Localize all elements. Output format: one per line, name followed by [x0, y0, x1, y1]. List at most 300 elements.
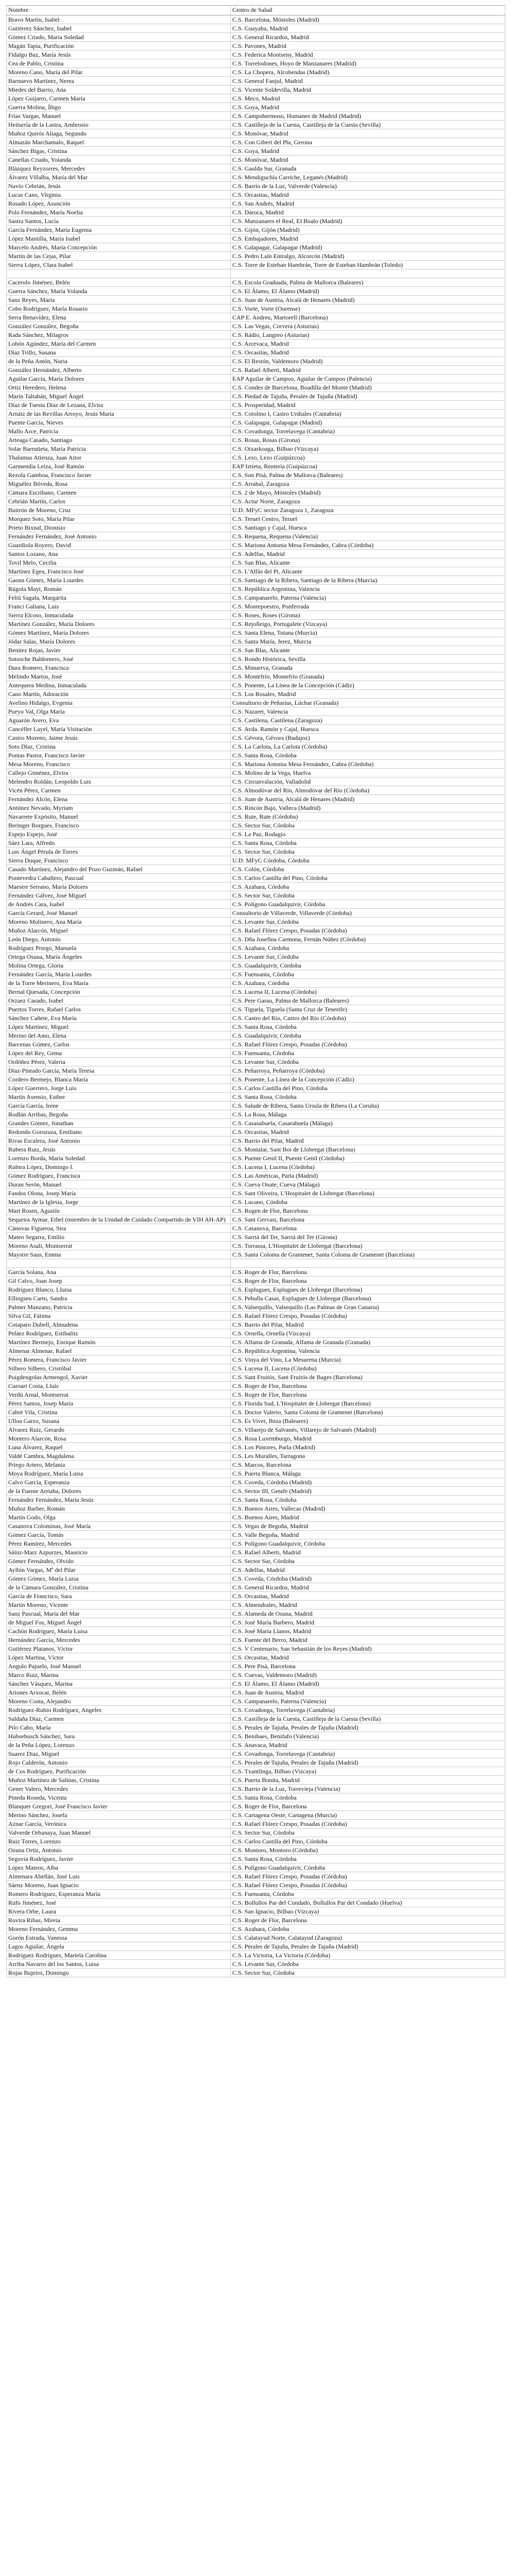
- cell-health-center: C.S. Circunvalación, Valladolid: [231, 777, 505, 786]
- cell-health-center: C.S. Rogen de Flor, Barcelona: [231, 1207, 505, 1215]
- table-row: [7, 1058, 505, 1066]
- table-row: [7, 1303, 505, 1312]
- table-row: [7, 1793, 505, 1802]
- cell-health-center: C.S. Goya, Madrid: [231, 103, 505, 112]
- cell-name: Blázquez Reyzorres, Mercedes: [7, 164, 231, 173]
- cell-name: Gaona Gómez, María Lourdes: [7, 576, 231, 585]
- cell-health-center: C.S. Ponente, La Línea de la Concepción (Cádiz): [231, 681, 505, 690]
- cell-name: Serra Benavídez, Elena: [7, 313, 231, 322]
- table-row: [7, 1049, 505, 1058]
- table-row: [7, 1461, 505, 1469]
- cell-name: Cano Martín, Adoración: [7, 690, 231, 699]
- cell-name: Franci Galiana, Luis: [7, 602, 231, 611]
- cell-name: Marco Ruiz, Marina: [7, 1671, 231, 1680]
- cell-name: López Mateos, Alba: [7, 1863, 231, 1872]
- table-row: [7, 462, 505, 471]
- cell-health-center: C.S. Santa Elena, Totana (Murcia): [231, 629, 505, 637]
- cell-health-center: C.S. Fuente del Berro, Madrid: [231, 1636, 505, 1645]
- cell-name: Martínez Bermejo, Enrique Ramón: [7, 1338, 231, 1347]
- table-row: [7, 856, 505, 865]
- cell-health-center: C.S. Casanova, Barcelona: [231, 1224, 505, 1233]
- table-row: [7, 1504, 505, 1513]
- cell-health-center: C.S. Rafael Alberti, Madrid: [231, 1548, 505, 1557]
- cell-health-center: C.S. Florida Sud, L'Hospitalet de Llobregat (Barcelona): [231, 1399, 505, 1408]
- table-row: [7, 1618, 505, 1627]
- cell-health-center: C.S. Guadalquivir, Córdoba: [231, 961, 505, 970]
- cell-health-center: C.S. Rafael Flórez Crespo, Posadas (Córdoba): [231, 1872, 505, 1881]
- table-row: [7, 1925, 505, 1934]
- table-row: [7, 331, 505, 340]
- table-row: [7, 392, 505, 401]
- cell-name: Dura Romero, Francisca: [7, 664, 231, 672]
- cell-health-center: C.S. Avda. Ramón y Cajal, Huesca: [231, 725, 505, 734]
- cell-health-center: U.D. MFyC Córdoba, Córdoba: [231, 856, 505, 865]
- cell-health-center: C.S. Campohermoso, Humanes de Madrid (Madrid): [231, 112, 505, 121]
- table-row: [7, 1609, 505, 1618]
- cell-health-center: C.S. Perales de Tajuña, Perales de Tajuña (Madrid): [231, 1942, 505, 1951]
- cell-name: Casanova Colominas, José María: [7, 1522, 231, 1531]
- cell-name: Gener Valero, Mercedes: [7, 1785, 231, 1793]
- cell-name: Pilo Cabo, María: [7, 1723, 231, 1732]
- cell-health-center: C.S. Lucena I, Lucena (Córdoba): [231, 1163, 505, 1172]
- cell-name: Sanz Pascual, María del Mar: [7, 1609, 231, 1618]
- cell-name: Muñoz Quirós Aliaga, Segundo: [7, 129, 231, 138]
- cell-name: Callejo Giménez, Elvira: [7, 769, 231, 777]
- table-row: [7, 1154, 505, 1163]
- cell-health-center: C.S. Vinya del Vino, La Mesurena (Murcia): [231, 1355, 505, 1364]
- cell-name: Montero Alarcón, Rosa: [7, 1434, 231, 1443]
- cell-name: Rovira Ribas, Mireia: [7, 1916, 231, 1925]
- table-row: [7, 970, 505, 979]
- cell-name: Rúgola Mayt, Román: [7, 585, 231, 594]
- table-row: [7, 1478, 505, 1487]
- cell-name: Cámara Escribano, Carmen: [7, 488, 231, 497]
- cell-health-center: C.S. L'Alfàs del Pi, Alicante: [231, 567, 505, 576]
- cell-name: Fernández Gálvez, José Miguel: [7, 891, 231, 900]
- table-row: [7, 1645, 505, 1653]
- cell-name: García de Francisco, Sara: [7, 1592, 231, 1601]
- cell-name: Moya Rodríguez, María Luisa: [7, 1469, 231, 1478]
- cell-name: Hernández García, Mercedes: [7, 1636, 231, 1645]
- cell-health-center: C.S. Fuensanta, Córdoba: [231, 1890, 505, 1899]
- cell-name: Cachón Rodríguez, María Luisa: [7, 1627, 231, 1636]
- table-row: [7, 1347, 505, 1355]
- cell-health-center: C.S. Sector Sur, Córdoba: [231, 1828, 505, 1837]
- cell-health-center: C.S. 2 de Mayo, Móstoles (Madrid): [231, 488, 505, 497]
- table-row: [7, 620, 505, 629]
- table-row: [7, 1566, 505, 1574]
- cell-health-center: C.S. Sector Sur, Córdoba: [231, 1969, 505, 1977]
- cell-name: Sastra Santos, Lucía: [7, 217, 231, 226]
- cell-name: Segovia Rodríguez, Javier: [7, 1855, 231, 1863]
- cell-health-center: C.S. Alfama de Granada, Alfama de Granada (Granada): [231, 1338, 505, 1347]
- cell-name: Barcenas Gómez, Carlos: [7, 1040, 231, 1049]
- cell-health-center: C.S. Levante Sur, Córdoba: [231, 953, 505, 961]
- table-row: [7, 173, 505, 182]
- cell-name: Álvarez Villalba, María del Mar: [7, 173, 231, 182]
- cell-name: Ozuna Ortiz, Antonio: [7, 1846, 231, 1855]
- cell-health-center: C.S. Cuevas, Valdemoro (Madrid): [231, 1671, 505, 1680]
- cell-name: Pontevedra Caballero, Pascual: [7, 874, 231, 883]
- cell-health-center: C.S. Sant Oliveira, L'Hospitalet de Llobregat (Barcelona): [231, 1189, 505, 1198]
- cell-name: Gómez Martínez, María Dolores: [7, 629, 231, 637]
- table-row: [7, 1119, 505, 1128]
- cell-name: Cabré Vila, Cristina: [7, 1408, 231, 1417]
- table-row: [7, 1846, 505, 1855]
- table-row: [7, 1522, 505, 1531]
- cell-name: López Guerrero, Jorge Luis: [7, 1084, 231, 1093]
- table-row: [7, 1417, 505, 1426]
- table-row: [7, 1364, 505, 1373]
- cell-health-center: C.S. Montoro, Montoro (Córdoba): [231, 1846, 505, 1855]
- cell-name: Lucas Cano, Virginia: [7, 191, 231, 199]
- cell-name: Prieto Bixnal, Dionisio: [7, 523, 231, 532]
- table-row: [7, 996, 505, 1005]
- cell-name: Priego Artero, Melania: [7, 1461, 231, 1469]
- table-row: [7, 217, 505, 226]
- table-row: [7, 602, 505, 611]
- cell-health-center: C.S. Rincón Bajo, Valleca (Madrid): [231, 804, 505, 812]
- cell-name: Pérez Romera, Francisco Javier: [7, 1355, 231, 1364]
- cell-health-center: C.S. Santa Rosa, Córdoba: [231, 1793, 505, 1802]
- table-row: [7, 1101, 505, 1110]
- table-row: [7, 24, 505, 33]
- cell-name: Rivas Escalera, José Antonio: [7, 1137, 231, 1145]
- table-row: [7, 1434, 505, 1443]
- cell-health-center: C.S. La Carlota, La Carlota (Córdoba): [231, 742, 505, 751]
- cell-health-center: C.S. Barcelona, Móstoles (Madrid): [231, 15, 505, 24]
- table-row: [7, 891, 505, 900]
- cell-health-center: C.S. Roger de Flor, Barcelona: [231, 1802, 505, 1811]
- cell-name: Ayllón Vargas, Mª del Pilar: [7, 1566, 231, 1574]
- cell-name: Sáez Lara, Alfredo: [7, 839, 231, 848]
- table-row: [7, 1907, 505, 1916]
- cell-name: Calvo García, Esperanza: [7, 1478, 231, 1487]
- table-row: [7, 1399, 505, 1408]
- cell-health-center: C.S. Piedad de Tajuña, Perales de Tajuña (Madrid): [231, 392, 505, 401]
- table-row: [7, 199, 505, 208]
- table-row: [7, 357, 505, 366]
- table-row: [7, 716, 505, 725]
- cell-health-center: C.S. Levante Sur, Córdoba: [231, 1058, 505, 1066]
- cell-name: Maystre Saus, Emma: [7, 1250, 231, 1259]
- cell-name: Pérez Ramírez, Mercedes: [7, 1539, 231, 1548]
- table-row: [7, 1294, 505, 1303]
- cell-health-center: C.S. Lucena II, Lucena (Córdoba): [231, 988, 505, 996]
- cell-name: Melendro Roldán, Leopoldo Luis: [7, 777, 231, 786]
- cell-health-center: C.S. Torrassa, L'Hospitalet de Llobregat (Barcelona): [231, 1242, 505, 1250]
- table-row: [7, 786, 505, 795]
- cell-name: Cobo Rodríguez, María Rosario: [7, 304, 231, 313]
- cell-health-center: Consultorio de Villaverde, Villaverde (Córdoba): [231, 909, 505, 918]
- cell-health-center: C.S. Castro del Río, Castro del Río (Córdoba): [231, 1014, 505, 1023]
- cell-name: Almazán Marchamalo, Raquel: [7, 138, 231, 147]
- cell-name: Rojas Bujeiro, Domingo: [7, 1969, 231, 1977]
- table-row: [7, 1960, 505, 1969]
- cell-name: López Mantilla, María Isabel: [7, 234, 231, 243]
- cell-health-center: C.S. Pere Pisà, Barcelona: [231, 1662, 505, 1671]
- cell-name: Feliú Sagala, Margarita: [7, 594, 231, 602]
- cell-name: Almenar Almenar, Rafael: [7, 1347, 231, 1355]
- table-row: [7, 1408, 505, 1417]
- cell-health-center: C.S. Txantlinga, Bilbao (Vizcaya): [231, 1767, 505, 1776]
- cell-name: [7, 1259, 231, 1268]
- table-row: [7, 1373, 505, 1382]
- cell-health-center: C.S. Sector III, Getafe (Madrid): [231, 1487, 505, 1496]
- cell-name: Gómez García, Tomás: [7, 1531, 231, 1539]
- table-row: [7, 1601, 505, 1609]
- cell-health-center: C.S. Otxarkoaga, Bilbao (Vizcaya): [231, 445, 505, 453]
- table-row: [7, 1863, 505, 1872]
- table-row: [7, 1750, 505, 1758]
- cell-name: Ariones Arxocar, Belén: [7, 1688, 231, 1697]
- table-row: [7, 567, 505, 576]
- cell-name: Vicén Pérez, Carmen: [7, 786, 231, 795]
- cell-health-center: C.S. Colón, Córdoba: [231, 865, 505, 874]
- cell-name: García García, Irene: [7, 1101, 231, 1110]
- cell-name: Cea de Pablo, Cristina: [7, 59, 231, 68]
- cell-name: Muñoz Martínez de Salinas, Cristina: [7, 1776, 231, 1785]
- table-row: [7, 1636, 505, 1645]
- table-row: [7, 576, 505, 585]
- cell-health-center: C.S. Rafael Alberti, Madrid: [231, 366, 505, 375]
- cell-name: Silva Gil, Fátima: [7, 1312, 231, 1320]
- cell-health-center: C.S. Rejolleigo, Portugalete (Vizcaya): [231, 620, 505, 629]
- cell-health-center: C.S. San Andrés, Madrid: [231, 199, 505, 208]
- cell-health-center: C.S. Les Muralles, Tarragona: [231, 1452, 505, 1461]
- cell-name: Martín Moreno, Vicente: [7, 1601, 231, 1609]
- table-row: [7, 340, 505, 348]
- table-row: [7, 1329, 505, 1338]
- cell-health-center: C.S. Roger de Flor, Barcelona: [231, 1916, 505, 1925]
- cell-health-center: C.S. Condes de Barcelona, Boadilla del Monte (Madrid): [231, 383, 505, 392]
- cell-health-center: C.S. San Ignacio, Bilbao (Vizcaya): [231, 1907, 505, 1916]
- table-row: [7, 734, 505, 742]
- table-row: [7, 1207, 505, 1215]
- table-row: [7, 1531, 505, 1539]
- cell-name: Gómez Criado, María Soledad: [7, 33, 231, 42]
- table-row: [7, 1653, 505, 1662]
- cell-health-center: C.S. Dña Josefina Carmona, Fernán Núñez (Córdoba): [231, 935, 505, 944]
- cell-name: Verdú Arnal, Montserrat: [7, 1391, 231, 1399]
- table-row: [7, 1320, 505, 1329]
- cell-name: Espejo Espejo, José: [7, 830, 231, 839]
- table-row: [7, 961, 505, 970]
- cell-name: Ortega Osuna, María Ángeles: [7, 953, 231, 961]
- cell-health-center: C.S. Almendrales, Madrid: [231, 1601, 505, 1609]
- table-row: [7, 50, 505, 59]
- cell-health-center: C.S. Polígono Guadalquivir, Córdoba: [231, 1539, 505, 1548]
- cell-name: Romero Rodríguez, Esperanza María: [7, 1890, 231, 1899]
- table-row: [7, 550, 505, 558]
- cell-name: Fernández Fernández, José Antonio: [7, 532, 231, 541]
- cell-health-center: C.S. Marcos, Barcelona: [231, 1461, 505, 1469]
- cell-name: Aznar García, Verónica: [7, 1820, 231, 1828]
- table-row: [7, 453, 505, 462]
- cell-name: Rada Sánchez, Milagros: [7, 331, 231, 340]
- cell-health-center: C.S. Rafael Flórez Crespo, Posadas (Córdoba): [231, 1312, 505, 1320]
- cell-health-center: C.S. Villarejo de Salvanés, Villarejo de Salvanés (Madrid): [231, 1426, 505, 1434]
- table-row: [7, 918, 505, 926]
- cell-name: García Fernández, María Eugenia: [7, 226, 231, 234]
- table-row: [7, 287, 505, 296]
- cell-health-center: C.S. El Álamo, El Álamo (Madrid): [231, 287, 505, 296]
- cell-name: Guerra Molina, Íñigo: [7, 103, 231, 112]
- table-row: [7, 1084, 505, 1093]
- table-row: [7, 1688, 505, 1697]
- cell-health-center: C.S. Juan de Austria, Alcalá de Henares (Madrid): [231, 795, 505, 804]
- table-row: [7, 1426, 505, 1434]
- cell-health-center: C.S. Montefrío, Montefrío (Granada): [231, 672, 505, 681]
- cell-health-center: C.S. Mariona Antonia Mesa Fernández, Cabra (Córdoba): [231, 760, 505, 769]
- cell-name: Marcelo Andrés, María Concepción: [7, 243, 231, 252]
- table-row: [7, 935, 505, 944]
- table-row: [7, 1259, 505, 1268]
- cell-health-center: C.S. Orcasitas, Madrid: [231, 348, 505, 357]
- cell-name: Valverde Orbanaya, Juan Manuel: [7, 1828, 231, 1837]
- cell-name: de Andrés Cara, Isabel: [7, 900, 231, 909]
- cell-name: Gómez Rodríguez, Francisca: [7, 1172, 231, 1180]
- table-row: [7, 156, 505, 164]
- cell-name: Avelino Hidalgo, Evgenia: [7, 699, 231, 707]
- cell-health-center: C.S. Cotolino I, Castro Urdiales (Cantabria): [231, 410, 505, 418]
- table-row: [7, 234, 505, 243]
- table-row: [7, 296, 505, 304]
- cell-name: Cordero Bermejo, Blanca María: [7, 1075, 231, 1084]
- cell-name: Fandos Olona, Josep María: [7, 1189, 231, 1198]
- table-row: [7, 1680, 505, 1688]
- cell-health-center: C.S. Mariona Antonia Mesa Fernández, Cabra (Córdoba): [231, 541, 505, 550]
- cell-name: Canellas Criado, Yolanda: [7, 156, 231, 164]
- cell-health-center: C.S. Benibaes, Benifafo (Valencia): [231, 1732, 505, 1741]
- table-row: [7, 410, 505, 418]
- cell-name: Martínez González, María Dolores: [7, 620, 231, 629]
- cell-health-center: C.S. Azahara, Córdoba: [231, 944, 505, 953]
- table-row: [7, 742, 505, 751]
- cell-name: Cuesart Costa, Lluís: [7, 1382, 231, 1391]
- cell-name: Sierra Elcoso, Inmaculada: [7, 611, 231, 620]
- table-row: [7, 699, 505, 707]
- cell-health-center: C.S. Actur Norte, Zaragoza: [231, 497, 505, 506]
- table-row: [7, 366, 505, 375]
- cell-name: Molina Ortega, Gloria: [7, 961, 231, 970]
- table-row: [7, 103, 505, 112]
- cell-name: Puigdengolas Armengol, Xavier: [7, 1373, 231, 1382]
- column-header-health-center: Centro de Salud: [231, 6, 505, 15]
- cell-health-center: C.S. Goya, Madrid: [231, 147, 505, 156]
- cell-health-center: C.S. Castilena, Castilena (Zaragoza): [231, 716, 505, 725]
- table-row: [7, 1382, 505, 1391]
- table-row: [7, 944, 505, 953]
- table-row: [7, 1452, 505, 1461]
- table-row: [7, 541, 505, 550]
- cell-health-center: C.S. Gévora, Gévora (Badajoz): [231, 734, 505, 742]
- table-row: [7, 1180, 505, 1189]
- table-row: [7, 1951, 505, 1960]
- cell-name: Garmendia Leiza, José Ramón: [7, 462, 231, 471]
- cell-health-center: C.S. Fuensanta, Córdoba: [231, 970, 505, 979]
- cell-name: Martín Godo, Olga: [7, 1513, 231, 1522]
- cell-name: Moreno Molinero, Ana María: [7, 918, 231, 926]
- cell-health-center: C.S. Cueva Onate, Cueva (Málaga): [231, 1180, 505, 1189]
- cell-name: Bravo Martín, Isabel: [7, 15, 231, 24]
- cell-name: López Guijarro, Carmen María: [7, 94, 231, 103]
- cell-name: Barnuevo Martínez, Nerea: [7, 77, 231, 86]
- cell-name: Moreno Asali, Montserrat: [7, 1242, 231, 1250]
- table-row: [7, 1890, 505, 1899]
- cell-name: Ellingsen Carto, Sandra: [7, 1294, 231, 1303]
- table-row: [7, 804, 505, 812]
- table-row: [7, 1014, 505, 1023]
- cell-health-center: C.S. Coveda, Córdoba (Madrid): [231, 1574, 505, 1583]
- cell-health-center: C.S. Coveda, Córdoba (Madrid): [231, 1478, 505, 1487]
- table-row: [7, 1312, 505, 1320]
- cell-health-center: C.S. Torre de Esteban Hambrán, Torre de Esteban Hambrán (Toledo): [231, 261, 505, 269]
- table-row: [7, 629, 505, 637]
- table-row: [7, 375, 505, 383]
- cell-health-center: C.S. La Chopera, Alcobendas (Madrid): [231, 68, 505, 77]
- cell-name: de la Peña Antón, Nuria: [7, 357, 231, 366]
- table-row: [7, 497, 505, 506]
- cell-health-center: C.S. Requena, Requena (Valencia): [231, 532, 505, 541]
- cell-name: Cebrián Martín, Carlos: [7, 497, 231, 506]
- cell-name: Fernández Fernández, María Jesús: [7, 1496, 231, 1504]
- cell-health-center: C.S. Montepoestro, Ponferrada: [231, 602, 505, 611]
- cell-name: Sáenz Moreno, Juan Ignacio: [7, 1881, 231, 1890]
- table-row: [7, 1662, 505, 1671]
- table-row: [7, 900, 505, 909]
- table-row: [7, 86, 505, 94]
- table-row: [7, 646, 505, 655]
- cell-health-center: C.S. Manzanares el Real, El Boalo (Madrid): [231, 217, 505, 226]
- table-row: [7, 760, 505, 769]
- table-row: [7, 909, 505, 918]
- cell-health-center: C.S. Monóvar, Madrid: [231, 129, 505, 138]
- table-row: [7, 471, 505, 480]
- cell-name: Navarrete Expósito, Manuel: [7, 812, 231, 821]
- cell-health-center: C.S. Campanarelo, Paterna (Valencia): [231, 594, 505, 602]
- cell-health-center: C.S. Santiago de la Ribera, Santiago de la Ribera (Murcia): [231, 576, 505, 585]
- table-row: [7, 1802, 505, 1811]
- cell-health-center: C.S. Prosperidad, Madrid: [231, 401, 505, 410]
- table-row: [7, 1145, 505, 1154]
- cell-health-center: C.S. Santiago y Cajal, Huesca: [231, 523, 505, 532]
- cell-health-center: [231, 1259, 505, 1268]
- cell-name: Muñoz Barber, Román: [7, 1504, 231, 1513]
- cell-health-center: C.S. Bollullos Par del Condado, Bollullos Par del Condado (Huelva): [231, 1899, 505, 1907]
- cell-health-center: C.S. General Ricardos, Madrid: [231, 33, 505, 42]
- table-row: [7, 112, 505, 121]
- table-row: [7, 865, 505, 874]
- table-row: [7, 1443, 505, 1452]
- table-row: [7, 1899, 505, 1907]
- table-row: [7, 1172, 505, 1180]
- table-row: [7, 445, 505, 453]
- cell-health-center: C.S. Roger de Flor, Barcelona: [231, 1268, 505, 1277]
- table-row: [7, 1075, 505, 1084]
- cell-health-center: C.S. Sector Sur, Córdoba: [231, 848, 505, 856]
- cell-health-center: C.S. Pebulla Casas, Esplugues de Llobregat (Barcelona): [231, 1294, 505, 1303]
- cell-health-center: C.S. V Centenario, San Sebastián de los Reyes (Madrid): [231, 1645, 505, 1653]
- cell-health-center: C.S. Fuensanta, Córdoba: [231, 1049, 505, 1058]
- cell-health-center: C.S. Almodóvar del Río, Almodóvar del Río (Córdoba): [231, 786, 505, 795]
- table-row: [7, 1137, 505, 1145]
- cell-health-center: C.S. Sector Sur, Córdoba: [231, 1557, 505, 1566]
- table-row: [7, 129, 505, 138]
- table-row: [7, 594, 505, 602]
- cell-health-center: C.S. Mendiguchía Carriche, Leganés (Madrid): [231, 173, 505, 182]
- cell-name: Fernández García, María Lourdes: [7, 970, 231, 979]
